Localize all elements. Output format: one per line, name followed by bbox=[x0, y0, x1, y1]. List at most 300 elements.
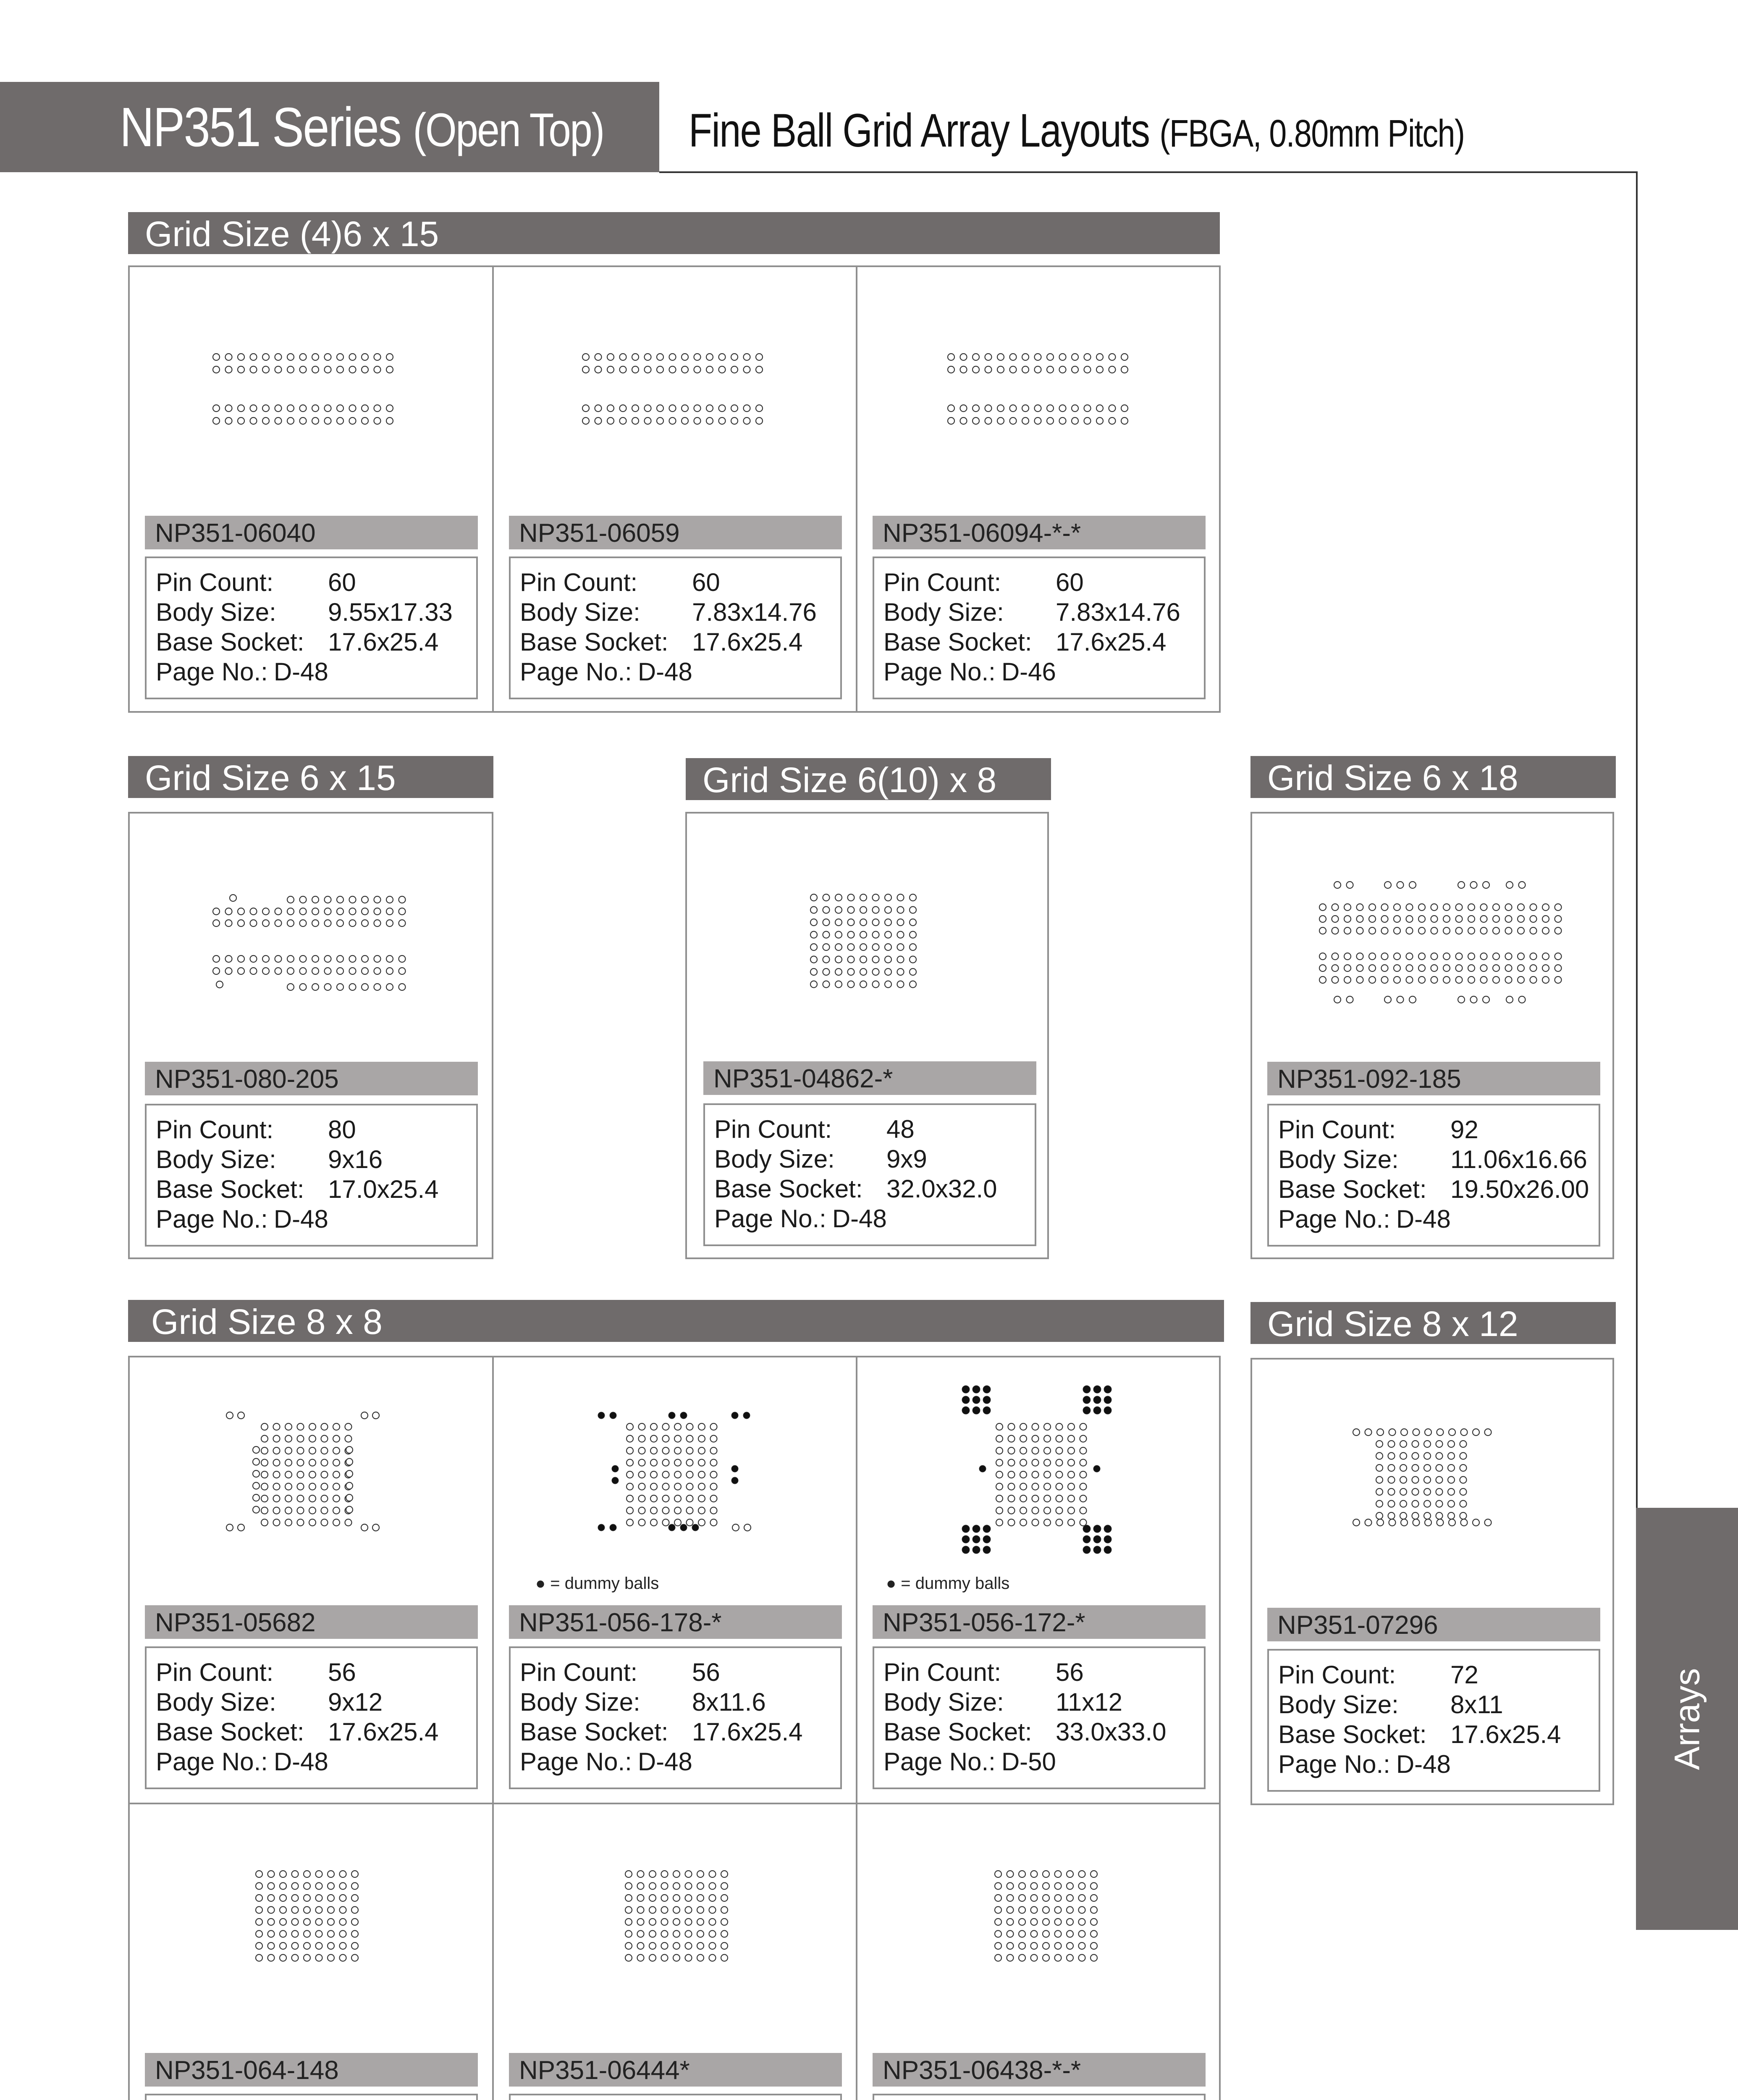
solder-ball bbox=[645, 366, 651, 373]
solder-ball bbox=[650, 1423, 657, 1430]
solder-ball bbox=[687, 1460, 693, 1466]
solder-ball bbox=[1388, 1501, 1395, 1507]
solder-ball bbox=[333, 1507, 340, 1514]
dummy-ball bbox=[962, 1396, 970, 1404]
solder-ball bbox=[261, 1460, 268, 1466]
base-socket-label: Base Socket: bbox=[520, 1718, 668, 1746]
solder-ball bbox=[694, 366, 701, 373]
solder-ball bbox=[337, 354, 343, 360]
base-socket-value: 17.6x25.4 bbox=[1056, 628, 1167, 656]
solder-ball bbox=[1485, 1519, 1492, 1526]
solder-ball bbox=[325, 405, 331, 412]
solder-ball bbox=[1344, 965, 1351, 971]
solder-ball bbox=[340, 1907, 346, 1914]
solder-ball bbox=[1344, 927, 1351, 934]
solder-ball bbox=[625, 1871, 632, 1877]
solder-ball bbox=[697, 1942, 704, 1949]
solder-ball bbox=[996, 1507, 1003, 1514]
solder-ball bbox=[1353, 1429, 1360, 1436]
solder-ball bbox=[1019, 1883, 1025, 1890]
solder-ball bbox=[250, 908, 257, 915]
solder-ball bbox=[297, 1507, 304, 1514]
solder-ball bbox=[996, 1483, 1003, 1490]
solder-ball bbox=[661, 1907, 668, 1914]
spec-box bbox=[703, 1103, 1036, 1246]
dummy-ball bbox=[1104, 1536, 1111, 1543]
solder-ball bbox=[1055, 1871, 1062, 1877]
solder-ball bbox=[910, 969, 916, 975]
pin-count-value: 60 bbox=[692, 568, 720, 596]
solder-ball bbox=[225, 956, 232, 962]
solder-ball bbox=[1059, 354, 1066, 360]
solder-ball bbox=[1332, 927, 1339, 934]
solder-ball bbox=[694, 405, 701, 412]
pin-count-label: Pin Count: bbox=[156, 568, 274, 596]
solder-ball bbox=[995, 1919, 1001, 1925]
solder-ball bbox=[386, 908, 393, 915]
part-number-label: NP351-06040 bbox=[145, 516, 478, 549]
solder-ball bbox=[351, 1871, 358, 1877]
base-socket-value: 17.6x25.4 bbox=[328, 628, 439, 656]
solder-ball bbox=[287, 984, 294, 990]
body-size-row bbox=[1278, 1690, 1599, 1719]
solder-ball bbox=[873, 944, 879, 950]
solder-ball bbox=[351, 1919, 358, 1925]
solder-ball bbox=[698, 1483, 705, 1490]
solder-ball bbox=[337, 405, 343, 412]
solder-ball bbox=[337, 908, 343, 915]
solder-ball bbox=[823, 956, 830, 963]
solder-ball bbox=[1424, 1512, 1431, 1519]
solder-ball bbox=[1555, 904, 1562, 911]
solder-ball bbox=[213, 968, 220, 974]
solder-ball bbox=[973, 405, 979, 412]
solder-ball bbox=[1424, 1441, 1431, 1447]
solder-ball bbox=[685, 1895, 692, 1901]
page-no-label: Page No.: bbox=[883, 1748, 996, 1776]
page-no-label: Page No.: bbox=[714, 1205, 826, 1233]
solder-ball bbox=[1096, 366, 1103, 373]
solder-ball bbox=[1458, 996, 1465, 1003]
solder-ball bbox=[287, 968, 294, 974]
base-socket-row bbox=[1278, 1719, 1599, 1749]
solder-ball bbox=[1044, 1436, 1051, 1442]
pin-count-label: Pin Count: bbox=[714, 1115, 832, 1143]
solder-ball bbox=[810, 919, 817, 926]
solder-ball bbox=[346, 1470, 353, 1477]
solder-ball bbox=[1056, 1519, 1063, 1526]
solder-ball bbox=[756, 354, 763, 360]
solder-ball bbox=[1072, 405, 1078, 412]
pin-count-row bbox=[714, 1114, 1035, 1144]
solder-ball bbox=[1456, 916, 1463, 922]
solder-ball bbox=[996, 1495, 1003, 1502]
solder-ball bbox=[1010, 354, 1017, 360]
solder-ball bbox=[910, 894, 916, 901]
solder-ball bbox=[213, 405, 220, 412]
solder-ball bbox=[238, 1524, 244, 1531]
solder-ball bbox=[386, 968, 393, 974]
solder-ball bbox=[1044, 1507, 1051, 1514]
solder-ball bbox=[1032, 1460, 1039, 1466]
solder-ball bbox=[996, 1460, 1003, 1466]
solder-ball bbox=[995, 1883, 1001, 1890]
body-size-value: 8x11 bbox=[1450, 1690, 1503, 1719]
solder-ball bbox=[285, 1495, 292, 1502]
pin-count-row bbox=[156, 567, 476, 597]
body-size-label: Body Size: bbox=[1278, 1145, 1399, 1173]
page-no-label: Page No.: bbox=[1278, 1205, 1390, 1233]
solder-ball bbox=[1468, 965, 1475, 971]
solder-ball bbox=[996, 1436, 1003, 1442]
solder-ball bbox=[1068, 1436, 1075, 1442]
solder-ball bbox=[848, 981, 855, 988]
solder-ball bbox=[297, 1471, 304, 1478]
solder-ball bbox=[300, 956, 307, 962]
solder-ball bbox=[910, 932, 916, 938]
solder-ball bbox=[1044, 1483, 1051, 1490]
solder-ball bbox=[238, 366, 244, 373]
solder-ball bbox=[297, 1423, 304, 1430]
solder-ball bbox=[1032, 1483, 1039, 1490]
solder-ball bbox=[328, 1883, 334, 1890]
solder-ball bbox=[374, 908, 381, 915]
solder-ball bbox=[1079, 1955, 1085, 1961]
solder-ball bbox=[637, 1871, 644, 1877]
solder-ball bbox=[1519, 996, 1526, 1003]
solder-ball bbox=[627, 1519, 633, 1526]
dummy-ball bbox=[973, 1396, 980, 1404]
solder-ball bbox=[810, 956, 817, 963]
solder-ball bbox=[607, 354, 614, 360]
solder-ball bbox=[698, 1460, 705, 1466]
dummy-ball bbox=[598, 1412, 605, 1419]
solder-ball bbox=[873, 919, 879, 926]
solder-ball bbox=[312, 417, 319, 424]
solder-ball bbox=[225, 366, 232, 373]
solder-ball bbox=[1481, 953, 1487, 960]
solder-ball bbox=[948, 354, 954, 360]
solder-ball bbox=[1020, 1436, 1027, 1442]
solder-ball bbox=[309, 1483, 316, 1490]
solder-ball bbox=[1020, 1460, 1027, 1466]
solder-ball bbox=[835, 932, 842, 938]
solder-ball bbox=[1481, 976, 1487, 983]
solder-ball bbox=[250, 920, 257, 927]
pin-count-row bbox=[156, 1115, 476, 1144]
solder-ball bbox=[632, 417, 639, 424]
solder-ball bbox=[321, 1507, 328, 1514]
solder-ball bbox=[316, 1895, 322, 1901]
solder-ball bbox=[1091, 1942, 1097, 1949]
solder-ball bbox=[1365, 1519, 1372, 1526]
solder-ball bbox=[645, 354, 651, 360]
solder-ball bbox=[1357, 953, 1363, 960]
solder-ball bbox=[637, 1907, 644, 1914]
solder-ball bbox=[1505, 953, 1512, 960]
solder-ball bbox=[361, 1412, 368, 1419]
solder-ball bbox=[595, 366, 602, 373]
solder-ball bbox=[1121, 366, 1128, 373]
solder-ball bbox=[300, 920, 307, 927]
solder-ball bbox=[810, 981, 817, 988]
solder-ball bbox=[1068, 1471, 1075, 1478]
solder-ball bbox=[337, 366, 343, 373]
solder-ball bbox=[1079, 1883, 1085, 1890]
dummy-ball bbox=[692, 1524, 699, 1531]
solder-ball bbox=[697, 1919, 704, 1925]
solder-ball bbox=[885, 981, 891, 988]
solder-ball bbox=[697, 1931, 704, 1937]
solder-ball bbox=[1413, 1429, 1420, 1436]
solder-ball bbox=[325, 920, 331, 927]
solder-ball bbox=[985, 354, 992, 360]
solder-ball bbox=[1031, 1871, 1038, 1877]
solder-ball bbox=[362, 896, 368, 903]
solder-ball bbox=[325, 354, 331, 360]
solder-ball bbox=[632, 354, 639, 360]
solder-ball bbox=[620, 417, 627, 424]
solder-ball bbox=[627, 1436, 633, 1442]
solder-ball bbox=[1436, 1453, 1443, 1460]
solder-ball bbox=[312, 984, 319, 990]
solder-ball bbox=[1418, 927, 1425, 934]
solder-ball bbox=[1067, 1871, 1073, 1877]
solder-ball bbox=[325, 984, 331, 990]
solder-ball bbox=[1344, 953, 1351, 960]
solder-ball bbox=[687, 1447, 693, 1454]
solder-ball bbox=[710, 1483, 717, 1490]
solder-ball bbox=[316, 1919, 322, 1925]
solder-ball bbox=[1412, 1477, 1419, 1483]
solder-ball bbox=[238, 405, 244, 412]
solder-ball bbox=[1505, 965, 1512, 971]
solder-ball bbox=[669, 354, 676, 360]
solder-ball bbox=[1319, 965, 1326, 971]
solder-ball bbox=[261, 1436, 268, 1442]
solder-ball bbox=[687, 1519, 693, 1526]
solder-ball bbox=[292, 1883, 299, 1890]
solder-ball bbox=[756, 366, 763, 373]
solder-ball bbox=[731, 354, 738, 360]
solder-ball bbox=[627, 1471, 633, 1478]
solder-ball bbox=[273, 1460, 280, 1466]
solder-ball bbox=[1347, 882, 1353, 888]
solder-ball bbox=[1460, 1501, 1467, 1507]
solder-ball bbox=[1056, 1507, 1063, 1514]
base-socket-value: 17.6x25.4 bbox=[692, 1718, 803, 1746]
pin-count-value: 92 bbox=[1450, 1116, 1478, 1144]
solder-ball bbox=[639, 1436, 645, 1442]
solder-ball bbox=[873, 956, 879, 963]
solder-ball bbox=[230, 895, 236, 901]
solder-ball bbox=[261, 1423, 268, 1430]
solder-ball bbox=[835, 981, 842, 988]
page-no-value: D-48 bbox=[273, 1748, 328, 1776]
solder-ball bbox=[1079, 1942, 1085, 1949]
solder-ball bbox=[1460, 1512, 1467, 1519]
solder-ball bbox=[697, 1883, 704, 1890]
solder-ball bbox=[333, 1471, 340, 1478]
solder-ball bbox=[1109, 366, 1116, 373]
body-size-row bbox=[156, 597, 476, 627]
pin-count-label: Pin Count: bbox=[883, 568, 1001, 596]
solder-ball bbox=[256, 1907, 262, 1914]
solder-ball bbox=[280, 1883, 286, 1890]
dummy-ball bbox=[1093, 1465, 1100, 1472]
pin-count-label: Pin Count: bbox=[156, 1658, 274, 1686]
solder-ball bbox=[835, 956, 842, 963]
solder-ball bbox=[709, 1907, 716, 1914]
solder-ball bbox=[1067, 1919, 1073, 1925]
solder-ball bbox=[275, 920, 282, 927]
solder-ball bbox=[582, 366, 589, 373]
solder-ball bbox=[321, 1423, 328, 1430]
solder-ball bbox=[1493, 904, 1499, 911]
solder-ball bbox=[682, 354, 688, 360]
solder-ball bbox=[1319, 976, 1326, 983]
solder-ball bbox=[1376, 1465, 1383, 1471]
solder-ball bbox=[333, 1447, 340, 1454]
solder-ball bbox=[721, 1955, 728, 1961]
solder-ball bbox=[657, 354, 663, 360]
solder-ball bbox=[346, 1446, 353, 1453]
solder-ball bbox=[1377, 1519, 1384, 1526]
solder-ball bbox=[1493, 976, 1499, 983]
solder-ball bbox=[627, 1507, 633, 1514]
solder-ball bbox=[1072, 354, 1078, 360]
solder-ball bbox=[835, 969, 842, 975]
solder-ball bbox=[280, 1871, 286, 1877]
solder-ball bbox=[1067, 1883, 1073, 1890]
base-socket-label: Base Socket: bbox=[714, 1175, 863, 1203]
base-socket-label: Base Socket: bbox=[156, 1718, 304, 1746]
solder-ball bbox=[1468, 916, 1475, 922]
body-size-value: 8x11.6 bbox=[692, 1688, 766, 1716]
solder-ball bbox=[973, 417, 979, 424]
solder-ball bbox=[275, 956, 282, 962]
part-number-label: NP351-06438-*-* bbox=[873, 2053, 1206, 2087]
solder-ball bbox=[1084, 354, 1091, 360]
solder-ball bbox=[1121, 405, 1128, 412]
solder-ball bbox=[1032, 1436, 1039, 1442]
solder-ball bbox=[1431, 976, 1438, 983]
solder-ball bbox=[309, 1460, 316, 1466]
body-size-row bbox=[156, 1687, 476, 1717]
solder-ball bbox=[1020, 1423, 1027, 1430]
solder-ball bbox=[225, 920, 232, 927]
solder-ball bbox=[280, 1919, 286, 1925]
solder-ball bbox=[661, 1895, 668, 1901]
solder-ball bbox=[823, 944, 830, 950]
solder-ball bbox=[304, 1907, 310, 1914]
solder-ball bbox=[1413, 1519, 1420, 1526]
solder-ball bbox=[1401, 1519, 1408, 1526]
dummy-ball-legend: ● = dummy balls bbox=[886, 1574, 1010, 1593]
solder-ball bbox=[1055, 1919, 1062, 1925]
solder-ball bbox=[627, 1460, 633, 1466]
solder-ball bbox=[650, 1495, 657, 1502]
solder-ball bbox=[1008, 1507, 1015, 1514]
solder-ball bbox=[1357, 904, 1363, 911]
solder-ball bbox=[1424, 1488, 1431, 1495]
page-no-value: D-50 bbox=[1001, 1748, 1056, 1776]
solder-ball bbox=[1035, 366, 1041, 373]
solder-ball bbox=[374, 984, 381, 990]
solder-ball bbox=[1068, 1519, 1075, 1526]
solder-ball bbox=[253, 1470, 260, 1477]
solder-ball bbox=[351, 1931, 358, 1937]
solder-ball bbox=[1079, 1919, 1085, 1925]
solder-ball bbox=[386, 405, 393, 412]
solder-ball bbox=[1506, 996, 1513, 1003]
solder-ball bbox=[226, 1412, 233, 1419]
solder-ball bbox=[1332, 976, 1339, 983]
solder-ball bbox=[1555, 965, 1562, 971]
solder-ball bbox=[663, 1483, 669, 1490]
solder-ball bbox=[694, 354, 701, 360]
part-number-label: NP351-056-178-* bbox=[509, 1605, 842, 1639]
solder-ball bbox=[1043, 1871, 1049, 1877]
solder-ball bbox=[1055, 1907, 1062, 1914]
solder-ball bbox=[268, 1919, 275, 1925]
body-size-value: 11.06x16.66 bbox=[1450, 1145, 1587, 1173]
base-socket-row bbox=[883, 1717, 1204, 1747]
solder-ball bbox=[213, 920, 220, 927]
solder-ball bbox=[810, 932, 817, 938]
solder-ball bbox=[1121, 417, 1128, 424]
solder-ball bbox=[649, 1895, 656, 1901]
solder-ball bbox=[386, 354, 393, 360]
solder-ball bbox=[997, 405, 1004, 412]
solder-ball bbox=[287, 908, 294, 915]
dummy-ball bbox=[1104, 1546, 1111, 1554]
solder-ball bbox=[300, 417, 307, 424]
body-size-value: 11x12 bbox=[1056, 1688, 1123, 1716]
solder-ball bbox=[1377, 1429, 1384, 1436]
solder-ball bbox=[1449, 1519, 1455, 1526]
solder-ball bbox=[709, 1919, 716, 1925]
solder-ball bbox=[687, 1507, 693, 1514]
solder-ball bbox=[372, 1524, 379, 1531]
solder-ball bbox=[1505, 904, 1512, 911]
solder-ball bbox=[897, 932, 904, 938]
solder-ball bbox=[1357, 976, 1363, 983]
solder-ball bbox=[1357, 965, 1363, 971]
solder-ball bbox=[1424, 1477, 1431, 1483]
page-no-value: D-48 bbox=[273, 1205, 328, 1233]
body-size-row bbox=[520, 597, 840, 627]
body-size-value: 7.83x14.76 bbox=[1056, 598, 1180, 626]
solder-ball bbox=[848, 969, 855, 975]
solder-ball bbox=[1376, 1512, 1383, 1519]
solder-ball bbox=[661, 1871, 668, 1877]
solder-ball bbox=[645, 405, 651, 412]
solder-ball bbox=[1043, 1919, 1049, 1925]
solder-ball bbox=[637, 1919, 644, 1925]
solder-ball bbox=[262, 417, 269, 424]
solder-ball bbox=[300, 366, 307, 373]
solder-ball bbox=[710, 1507, 717, 1514]
solder-ball bbox=[1067, 1895, 1073, 1901]
solder-ball bbox=[650, 1471, 657, 1478]
solder-ball bbox=[1008, 1471, 1015, 1478]
solder-ball bbox=[639, 1507, 645, 1514]
solder-ball bbox=[637, 1942, 644, 1949]
solder-ball bbox=[1008, 1423, 1015, 1430]
pin-count-row bbox=[883, 1657, 1204, 1687]
solder-ball bbox=[663, 1495, 669, 1502]
